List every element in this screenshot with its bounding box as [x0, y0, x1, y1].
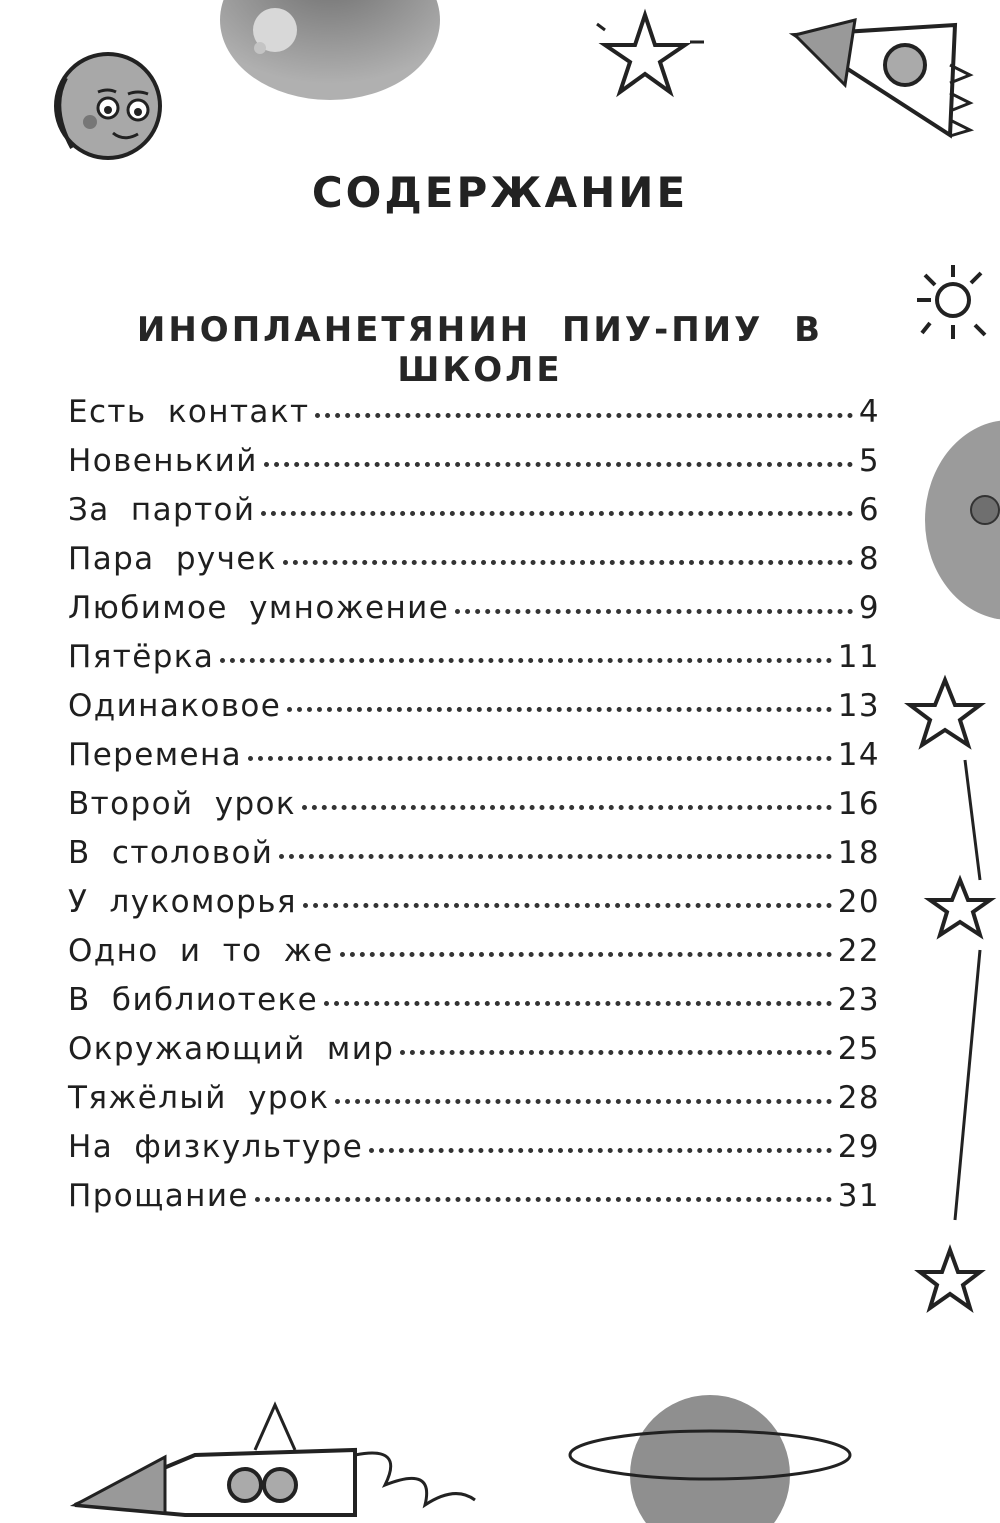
toc-leader-dots: [255, 1197, 832, 1202]
toc-leader-dots: [369, 1148, 832, 1153]
toc-leader-dots: [261, 511, 852, 516]
toc-leader-dots: [302, 805, 832, 810]
toc-entry[interactable]: [68, 982, 880, 1031]
toc-entry-page: 16: [837, 786, 880, 822]
rocket-bottom-left-icon: [55, 1395, 535, 1523]
toc-entry-title: Пятёрка: [68, 639, 215, 675]
toc-leader-dots: [455, 609, 853, 614]
toc-entry-page: 25: [837, 1031, 880, 1067]
rocket-top-right-icon: [785, 5, 1000, 155]
ringed-planet-bottom-icon: [560, 1380, 860, 1523]
toc-entry[interactable]: [68, 737, 880, 786]
toc-entry-title: Одно и то же: [68, 933, 334, 969]
toc-entry-page: 20: [837, 884, 880, 920]
toc-entry-page: 6: [858, 492, 880, 528]
toc-leader-dots: [220, 658, 831, 663]
toc-entry[interactable]: [68, 1080, 880, 1129]
toc-entry-page: 31: [837, 1178, 880, 1214]
toc-entry-page: 4: [858, 394, 880, 430]
toc-entry[interactable]: [68, 835, 880, 884]
star-top-icon: [590, 0, 710, 110]
toc-entry[interactable]: [68, 688, 880, 737]
toc-entry-page: 13: [837, 688, 880, 724]
toc-entry-title: У лукоморья: [68, 884, 297, 920]
toc-entry-page: 14: [837, 737, 880, 773]
toc-entry[interactable]: [68, 1178, 880, 1227]
section-title: ИНОПЛАНЕТЯНИН ПИУ-ПИУ В ШКОЛЕ: [136, 310, 824, 390]
planet-right-icon: [915, 410, 1000, 640]
toc-entry-page: 18: [837, 835, 880, 871]
toc-leader-dots: [315, 413, 852, 418]
table-of-contents: [68, 394, 880, 1227]
toc-leader-dots: [264, 462, 853, 467]
toc-entry-title: Одинаковое: [68, 688, 282, 724]
toc-entry-title: На физкультуре: [68, 1129, 364, 1165]
toc-entry[interactable]: [68, 590, 880, 639]
toc-entry[interactable]: [68, 443, 880, 492]
smiling-planet-icon: [28, 38, 178, 168]
toc-entry[interactable]: [68, 639, 880, 688]
toc-entry[interactable]: [68, 492, 880, 541]
toc-leader-dots: [303, 903, 832, 908]
toc-entry-page: 9: [858, 590, 880, 626]
toc-entry[interactable]: [68, 884, 880, 933]
toc-entry[interactable]: [68, 1129, 880, 1178]
toc-leader-dots: [283, 560, 853, 565]
toc-entry-title: Перемена: [68, 737, 243, 773]
toc-leader-dots: [279, 854, 831, 859]
toc-entry-page: 29: [837, 1129, 880, 1165]
page-heading: СОДЕРЖАНИЕ: [311, 168, 689, 217]
toc-entry-title: Любимое умножение: [68, 590, 450, 626]
toc-entry-title: Есть контакт: [68, 394, 310, 430]
stars-chain-right-icon: [900, 660, 1000, 1340]
toc-leader-dots: [324, 1001, 832, 1006]
toc-entry-title: Новенький: [68, 443, 258, 479]
toc-entry-page: 11: [837, 639, 880, 675]
big-planet-top-icon: [200, 0, 460, 110]
toc-entry-page: 8: [858, 541, 880, 577]
toc-entry[interactable]: [68, 541, 880, 590]
toc-entry-title: Тяжёлый урок: [68, 1080, 330, 1116]
toc-leader-dots: [400, 1050, 831, 1055]
toc-entry-title: Прощание: [68, 1178, 249, 1214]
toc-leader-dots: [248, 756, 832, 761]
toc-entry-page: 22: [837, 933, 880, 969]
toc-entry-page: 28: [837, 1080, 880, 1116]
toc-entry-title: Окружающий мир: [68, 1031, 395, 1067]
toc-entry-title: Второй урок: [68, 786, 297, 822]
toc-entry-title: В столовой: [68, 835, 274, 871]
toc-leader-dots: [287, 707, 832, 712]
toc-leader-dots: [335, 1099, 831, 1104]
toc-entry-title: За партой: [68, 492, 256, 528]
toc-entry[interactable]: [68, 786, 880, 835]
toc-entry-title: Пара ручек: [68, 541, 277, 577]
toc-entry[interactable]: [68, 1031, 880, 1080]
toc-entry[interactable]: [68, 394, 880, 443]
toc-entry[interactable]: [68, 933, 880, 982]
toc-entry-page: 5: [858, 443, 880, 479]
toc-entry-page: 23: [837, 982, 880, 1018]
sun-icon: [895, 255, 1000, 355]
toc-entry-title: В библиотеке: [68, 982, 319, 1018]
toc-leader-dots: [340, 952, 832, 957]
